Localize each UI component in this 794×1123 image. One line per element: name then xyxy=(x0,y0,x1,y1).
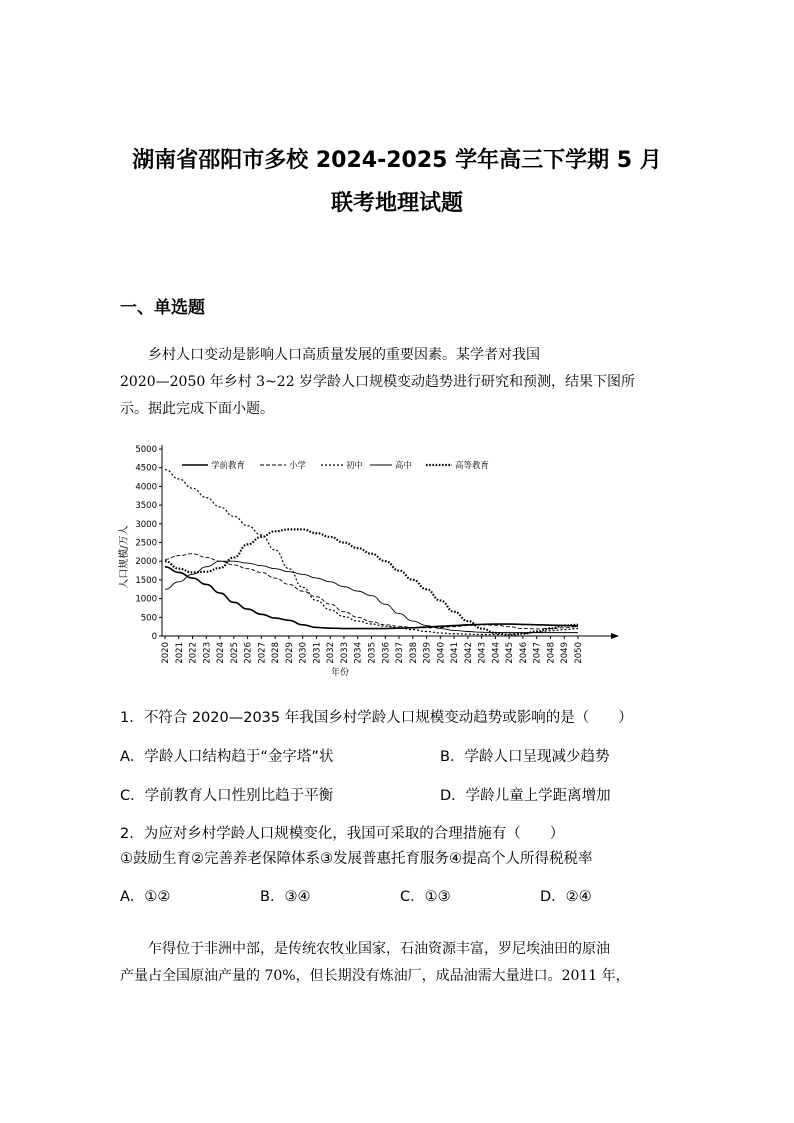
x-tick-label: 2036 xyxy=(381,642,392,664)
x-tick-label: 2050 xyxy=(574,642,584,664)
y-tick-label: 4500 xyxy=(135,463,157,474)
x-tick-label: 2034 xyxy=(353,642,364,664)
material-line: 乍得位于非洲中部，是传统农牧业国家，石油资源丰富，罗尼埃油田的原油 xyxy=(148,941,610,957)
q1-option-b[interactable]: B．学龄人口呈现减少趋势 xyxy=(440,749,610,765)
page-title-line2: 联考地理试题 xyxy=(330,191,463,216)
x-tick-label: 2027 xyxy=(257,642,268,664)
y-tick-label: 4000 xyxy=(135,482,157,493)
x-tick-label: 2045 xyxy=(505,642,516,664)
x-tick-label: 2029 xyxy=(284,642,295,664)
intro-line: 示。据此完成下面小题。 xyxy=(120,401,274,417)
y-tick-label: 1000 xyxy=(135,594,157,605)
section-heading: 一、单选题 xyxy=(120,298,205,318)
x-tick-label: 2024 xyxy=(216,642,227,664)
x-tick-label: 2033 xyxy=(339,642,350,664)
x-tick-label: 2022 xyxy=(188,642,199,664)
x-tick-label: 2021 xyxy=(174,642,185,664)
chart-legend xyxy=(182,460,489,471)
population-line-chart xyxy=(118,437,628,687)
x-tick-label: 2037 xyxy=(395,642,406,664)
y-tick-label: 500 xyxy=(140,613,157,624)
series-line-1 xyxy=(165,567,578,629)
q1-option-a[interactable]: A．学龄人口结构趋于“金字塔”状 xyxy=(120,749,334,765)
x-tick-label: 2026 xyxy=(243,642,254,664)
x-tick-label: 2039 xyxy=(422,642,433,664)
intro-paragraph xyxy=(120,342,680,423)
series-line-2 xyxy=(165,554,578,629)
legend-label-4: 高中 xyxy=(395,461,413,471)
intro-line: 2020—2050 年乡村 3~22 岁学龄人口规模变动趋势进行研究和预测，结果下图所 xyxy=(120,374,636,390)
x-tick-label: 2048 xyxy=(546,642,557,664)
q2-option-d[interactable]: D．②④ xyxy=(540,889,592,905)
series-line-5 xyxy=(165,529,578,635)
x-tick-label: 2047 xyxy=(532,642,543,664)
y-tick-label: 3500 xyxy=(135,501,157,512)
y-tick-label: 2500 xyxy=(135,538,157,549)
legend-label-2: 小学 xyxy=(289,461,307,471)
x-tick-label: 2044 xyxy=(491,642,502,664)
x-tick-label: 2032 xyxy=(326,642,337,664)
y-tick-label: 5000 xyxy=(135,445,157,455)
x-tick-label: 2046 xyxy=(518,642,529,664)
q1-option-c[interactable]: C．学前教育人口性别比趋于平衡 xyxy=(120,788,334,804)
x-tick-label: 2040 xyxy=(436,642,447,664)
page-title-line1: 湖南省邵阳市多校 2024-2025 学年高三下学期 5 月 xyxy=(132,148,662,173)
question-1-stem: 1．不符合 2020—2035 年我国乡村学龄人口规模变动趋势或影响的是（ ） xyxy=(120,710,633,726)
x-tick-label: 2049 xyxy=(560,642,571,664)
x-axis-label: 年份 xyxy=(330,668,350,678)
q1-option-d[interactable]: D．学龄儿童上学距离增加 xyxy=(440,788,611,804)
q2-option-c[interactable]: C．①③ xyxy=(400,889,451,905)
q2-option-a[interactable]: A．①② xyxy=(120,889,171,905)
x-tick-label: 2030 xyxy=(298,642,309,664)
chart-series-layer xyxy=(165,470,578,636)
y-tick-label: 2000 xyxy=(135,557,157,568)
x-tick-label: 2025 xyxy=(229,642,240,664)
x-tick-label: 2038 xyxy=(408,642,419,664)
x-tick-label: 2041 xyxy=(450,642,461,664)
intro-line: 乡村人口变动是影响人口高质量发展的重要因素。某学者对我国 xyxy=(148,347,540,363)
x-axis-arrow xyxy=(611,633,619,639)
material-line: 产量占全国原油产量的 70%，但长期没有炼油厂，成品油需大量进口。2011 年， xyxy=(120,968,630,984)
x-tick-label: 2020 xyxy=(161,642,171,664)
legend-label-5: 高等教育 xyxy=(455,461,490,471)
x-tick-label: 2042 xyxy=(463,642,474,664)
x-tick-label: 2035 xyxy=(367,642,378,664)
question-2-stem: 2．为应对乡村学龄人口规模变化，我国可采取的合理措施有（ ） xyxy=(120,826,565,842)
series-line-3 xyxy=(165,470,578,635)
y-tick-label: 0 xyxy=(151,632,157,642)
x-tick-label: 2023 xyxy=(202,642,213,664)
legend-label-1: 学前教育 xyxy=(211,461,246,471)
x-tick-label: 2028 xyxy=(271,642,282,664)
y-tick-label: 3000 xyxy=(135,519,157,530)
x-tick-label: 2031 xyxy=(312,642,323,664)
q2-option-b[interactable]: B．③④ xyxy=(260,889,311,905)
legend-label-3: 初中 xyxy=(346,461,364,471)
y-tick-label: 1500 xyxy=(135,575,157,586)
x-tick-label: 2043 xyxy=(477,642,488,664)
y-axis-label: 人口规模/万人 xyxy=(119,525,130,589)
question-2-items: ①鼓励生育②完善养老保障体系③发展普惠托育服务④提高个人所得税税率 xyxy=(120,851,593,867)
material-paragraph-2 xyxy=(120,936,680,990)
